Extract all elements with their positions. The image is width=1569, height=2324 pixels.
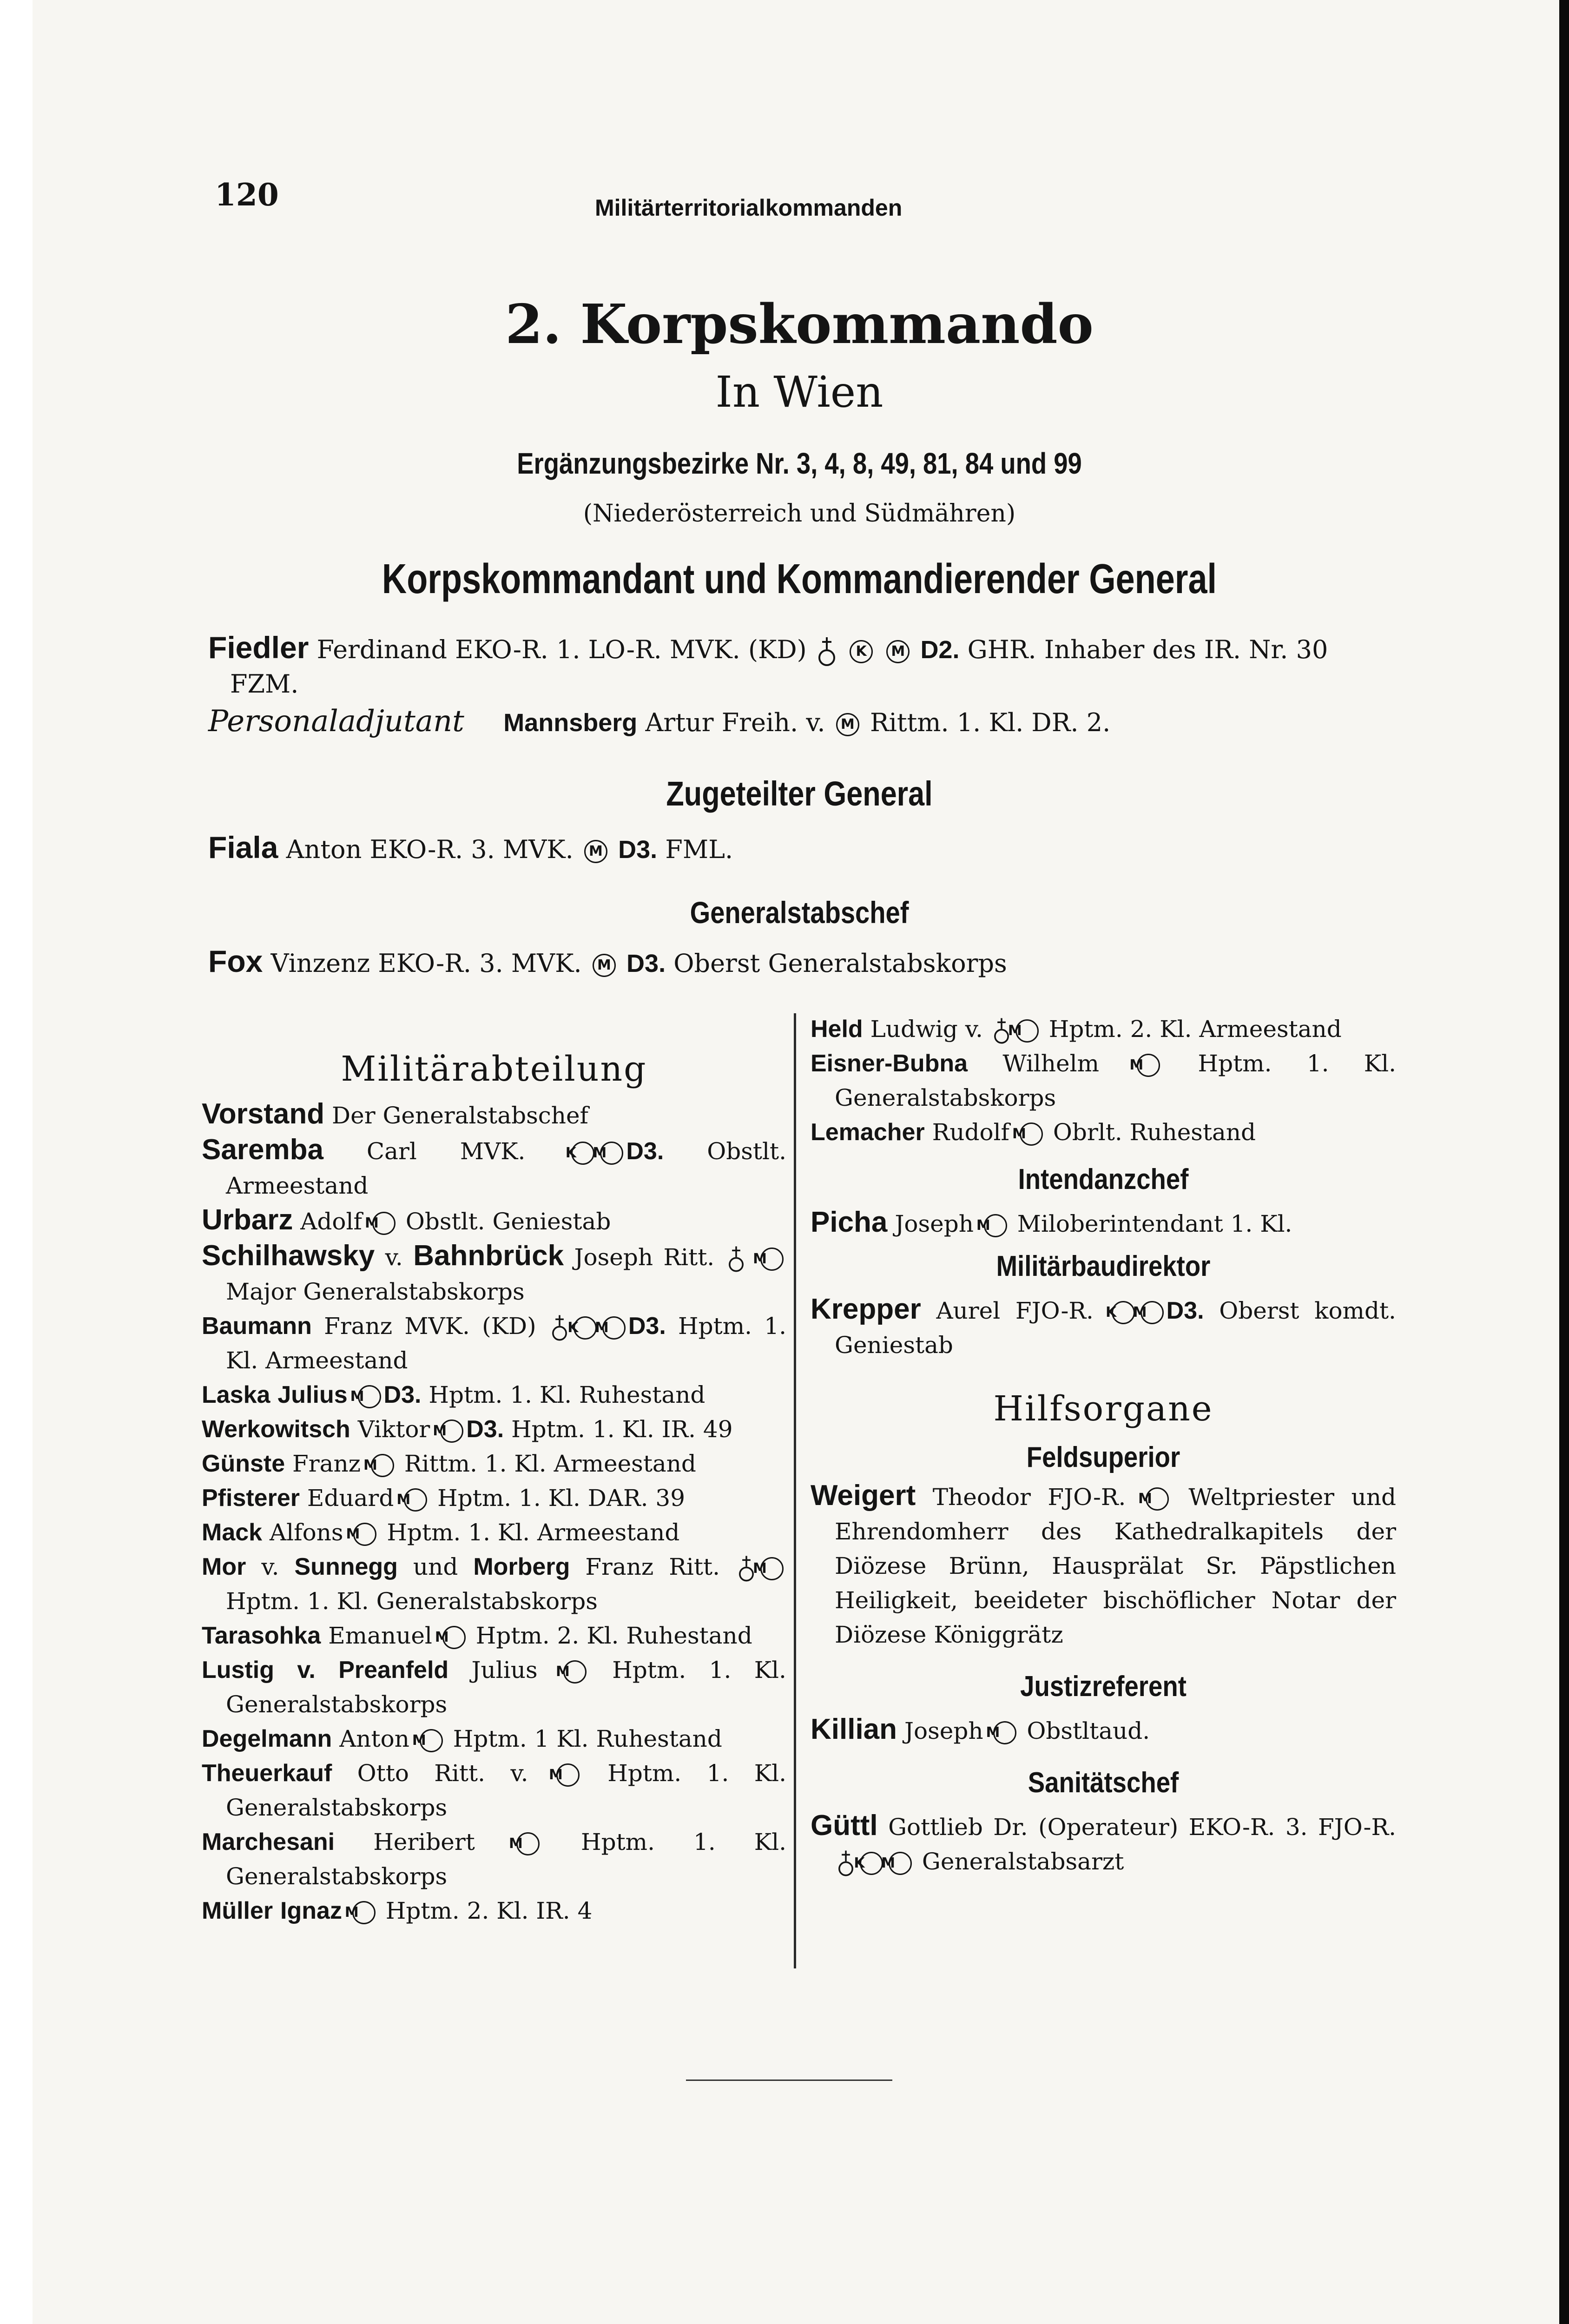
commander-heading: Korpskommandant und Kommandierender General xyxy=(382,556,1217,602)
intendanz-heading: Intendanzchef xyxy=(1018,1163,1189,1195)
medical-chief-heading: Sanitätschef xyxy=(1028,1767,1179,1799)
m-medal-icon: M xyxy=(563,1660,587,1684)
justice-referent-heading: Justizreferent xyxy=(1020,1670,1187,1703)
assigned-decorations: Anton EKO-R. 3. MVK. xyxy=(286,835,574,864)
region-line: (Niederösterreich und Südmähren) xyxy=(583,500,1016,528)
list-item: Vorstand Der Generalstabschef xyxy=(202,1098,589,1130)
list-item: Lustig v. Preanfeld Julius M Hptm. 1. Kl. Generalstabskorps xyxy=(202,1657,786,1718)
m-medal-icon: M xyxy=(404,1488,427,1512)
list-item: Tarasohka Emanuel M Hptm. 2. Kl. Ruhestand xyxy=(202,1622,752,1649)
chief-name: Fox xyxy=(208,944,263,978)
m-medal-icon: M xyxy=(984,1214,1007,1237)
m-medal-icon: M xyxy=(1140,1301,1164,1324)
list-item: Lemacher Rudolf M Obrlt. Ruhestand xyxy=(811,1119,1256,1146)
running-head: Militärterritorialkommanden xyxy=(595,195,903,221)
left-column xyxy=(202,1041,786,1928)
right-column xyxy=(811,1012,1396,1879)
cross-order-icon xyxy=(837,1849,855,1878)
m-medal-icon: M xyxy=(760,1557,784,1580)
m-medal-icon: M xyxy=(584,840,607,863)
list-item: Werkowitsch Viktor M D3. Hptm. 1. Kl. IR. 49 xyxy=(202,1416,733,1443)
m-medal-icon: M xyxy=(602,1316,626,1340)
assigned-d-class: D3. xyxy=(618,836,658,864)
assigned-general-entry xyxy=(208,830,1412,865)
list-item: Mack Alfons M Hptm. 1. Kl. Armeestand xyxy=(202,1519,680,1546)
chief-rank: Oberst Generalstabskorps xyxy=(673,949,1007,978)
assigned-rank: FML. xyxy=(665,835,733,864)
k-medal-icon: K xyxy=(860,1852,883,1875)
k-medal-icon: K xyxy=(571,1142,594,1165)
list-item: Weigert Theodor FJO-R. M Weltpriester und Ehrendomherr des Kathedralkapitels der Diözese Brünn, Hausprälat Sr. Päpstlichen Heiligkeit, beeideter bischöflicher Notar der Diözese Königgrätz xyxy=(811,1479,1396,1648)
list-item: Held Ludwig v. M Hptm. 2. Kl. Armeestand xyxy=(811,1012,1396,1046)
m-medal-icon: M xyxy=(353,1523,376,1546)
commander-name: Fiedler xyxy=(208,630,309,665)
list-item: Pfisterer Eduard M Hptm. 1. Kl. DAR. 39 xyxy=(202,1485,686,1512)
list-item: Günste Franz M Rittm. 1. Kl. Armeestand xyxy=(202,1450,696,1477)
list-item: Eisner-Bubna Wilhelm M Hptm. 1. Kl. Generalstabskorps xyxy=(811,1050,1396,1111)
m-medal-icon: M xyxy=(440,1419,463,1443)
adjutant-given-name: Artur Freih. v. xyxy=(645,708,825,737)
list-item: Theuerkauf Otto Ritt. v. M Hptm. 1. Kl. Generalstabskorps xyxy=(202,1760,786,1821)
list-item: Laska Julius M D3. Hptm. 1. Kl. Ruhestand xyxy=(202,1381,705,1408)
districts-line: Ergänzungsbezirke Nr. 3, 4, 8, 49, 81, 84 und 99 xyxy=(517,447,1082,480)
m-medal-icon: M xyxy=(600,1142,623,1165)
list-item: Killian Joseph M Obstltaud. xyxy=(811,1713,1150,1745)
commander-entry xyxy=(208,630,1412,668)
m-medal-icon: M xyxy=(593,954,616,977)
m-medal-icon: M xyxy=(372,1212,396,1235)
page-subtitle: In Wien xyxy=(715,367,883,417)
m-medal-icon: M xyxy=(442,1626,466,1649)
adjutant-entry xyxy=(208,704,1412,739)
cross-order-icon xyxy=(727,1245,745,1274)
adjutant-name: Mannsberg xyxy=(503,709,638,737)
m-medal-icon: M xyxy=(993,1721,1016,1744)
column-divider xyxy=(794,1013,796,1968)
adjutant-rank: Rittm. 1. Kl. DR. 2. xyxy=(870,708,1111,737)
commander-decorations: Ferdinand EKO-R. 1. LO-R. MVK. (KD) xyxy=(316,635,807,664)
k-medal-icon: K xyxy=(850,640,873,663)
chief-decorations: Vinzenz EKO-R. 3. MVK. xyxy=(270,949,582,978)
scan-edge-right xyxy=(1559,0,1569,2324)
m-medal-icon: M xyxy=(889,1852,912,1875)
building-director-heading: Militärbaudirektor xyxy=(996,1250,1211,1282)
list-item: Güttl Gottlieb Dr. (Operateur) EKO-R. 3. FJO-R. K M Generalstabsarzt xyxy=(811,1809,1396,1879)
page-title: 2. Korpskommando xyxy=(505,293,1094,356)
m-medal-icon: M xyxy=(760,1248,784,1271)
m-medal-icon: M xyxy=(352,1901,376,1924)
k-medal-icon: K xyxy=(574,1316,597,1340)
commander-d-class: D2. xyxy=(920,636,960,664)
assigned-general-heading: Zugeteilter General xyxy=(666,774,933,813)
page-number: 120 xyxy=(215,177,279,213)
chief-d-class: D3. xyxy=(626,950,666,977)
commander-decorations-2: GHR. Inhaber des IR. Nr. 30 xyxy=(967,635,1328,664)
m-medal-icon: M xyxy=(556,1763,580,1787)
adjutant-label: Personaladjutant xyxy=(208,704,464,739)
m-medal-icon: M xyxy=(1146,1487,1169,1511)
closing-rule xyxy=(686,2080,892,2081)
list-item: Mor v. Sunnegg und Morberg Franz Ritt. M Hptm. 1. Kl. Generalstabskorps xyxy=(202,1550,786,1618)
cross-order-icon xyxy=(550,1314,569,1342)
list-item: Degelmann Anton M Hptm. 1 Kl. Ruhestand xyxy=(202,1725,722,1752)
chief-of-staff-heading: Generalstabschef xyxy=(690,895,909,930)
list-item: Schilhawsky v. Bahnbrück Joseph Ritt. M Major Generalstabskorps xyxy=(202,1239,786,1309)
assigned-name: Fiala xyxy=(208,830,278,865)
m-medal-icon: M xyxy=(420,1729,443,1752)
m-medal-icon: M xyxy=(371,1454,394,1477)
list-item: Picha Joseph M Miloberintendant 1. Kl. xyxy=(811,1206,1292,1238)
m-medal-icon: M xyxy=(516,1832,540,1855)
list-item: Marchesani Heribert M Hptm. 1. Kl. Generalstabskorps xyxy=(202,1829,786,1890)
m-medal-icon: M xyxy=(1137,1054,1160,1077)
list-item: Krepper Aurel FJO-R. K M D3. Oberst komdt. Geniestab xyxy=(811,1293,1396,1359)
list-item: Urbarz Adolf M Obstlt. Geniestab xyxy=(202,1204,611,1236)
m-medal-icon: M xyxy=(1020,1122,1043,1146)
military-department-heading: Militärabteilung xyxy=(341,1049,647,1089)
list-item: Baumann Franz MVK. (KD) K M D3. Hptm. 1. Kl. Armeestand xyxy=(202,1313,786,1374)
m-medal-icon: M xyxy=(886,640,910,663)
field-superior-heading: Feldsuperior xyxy=(1026,1441,1180,1473)
list-item: Saremba Carl MVK. K M D3. Obstlt. Armeestand xyxy=(202,1134,786,1199)
m-medal-icon: M xyxy=(358,1385,381,1408)
m-medal-icon: M xyxy=(836,713,859,736)
k-medal-icon: K xyxy=(1112,1301,1135,1324)
m-medal-icon: M xyxy=(1015,1019,1039,1043)
list-item: Müller Ignaz M Hptm. 2. Kl. IR. 4 xyxy=(202,1897,593,1924)
cross-order-icon xyxy=(817,635,837,668)
chief-of-staff-entry xyxy=(208,944,1412,979)
commander-rank: FZM. xyxy=(230,669,299,699)
auxiliary-organs-heading: Hilfsorgane xyxy=(993,1389,1213,1429)
